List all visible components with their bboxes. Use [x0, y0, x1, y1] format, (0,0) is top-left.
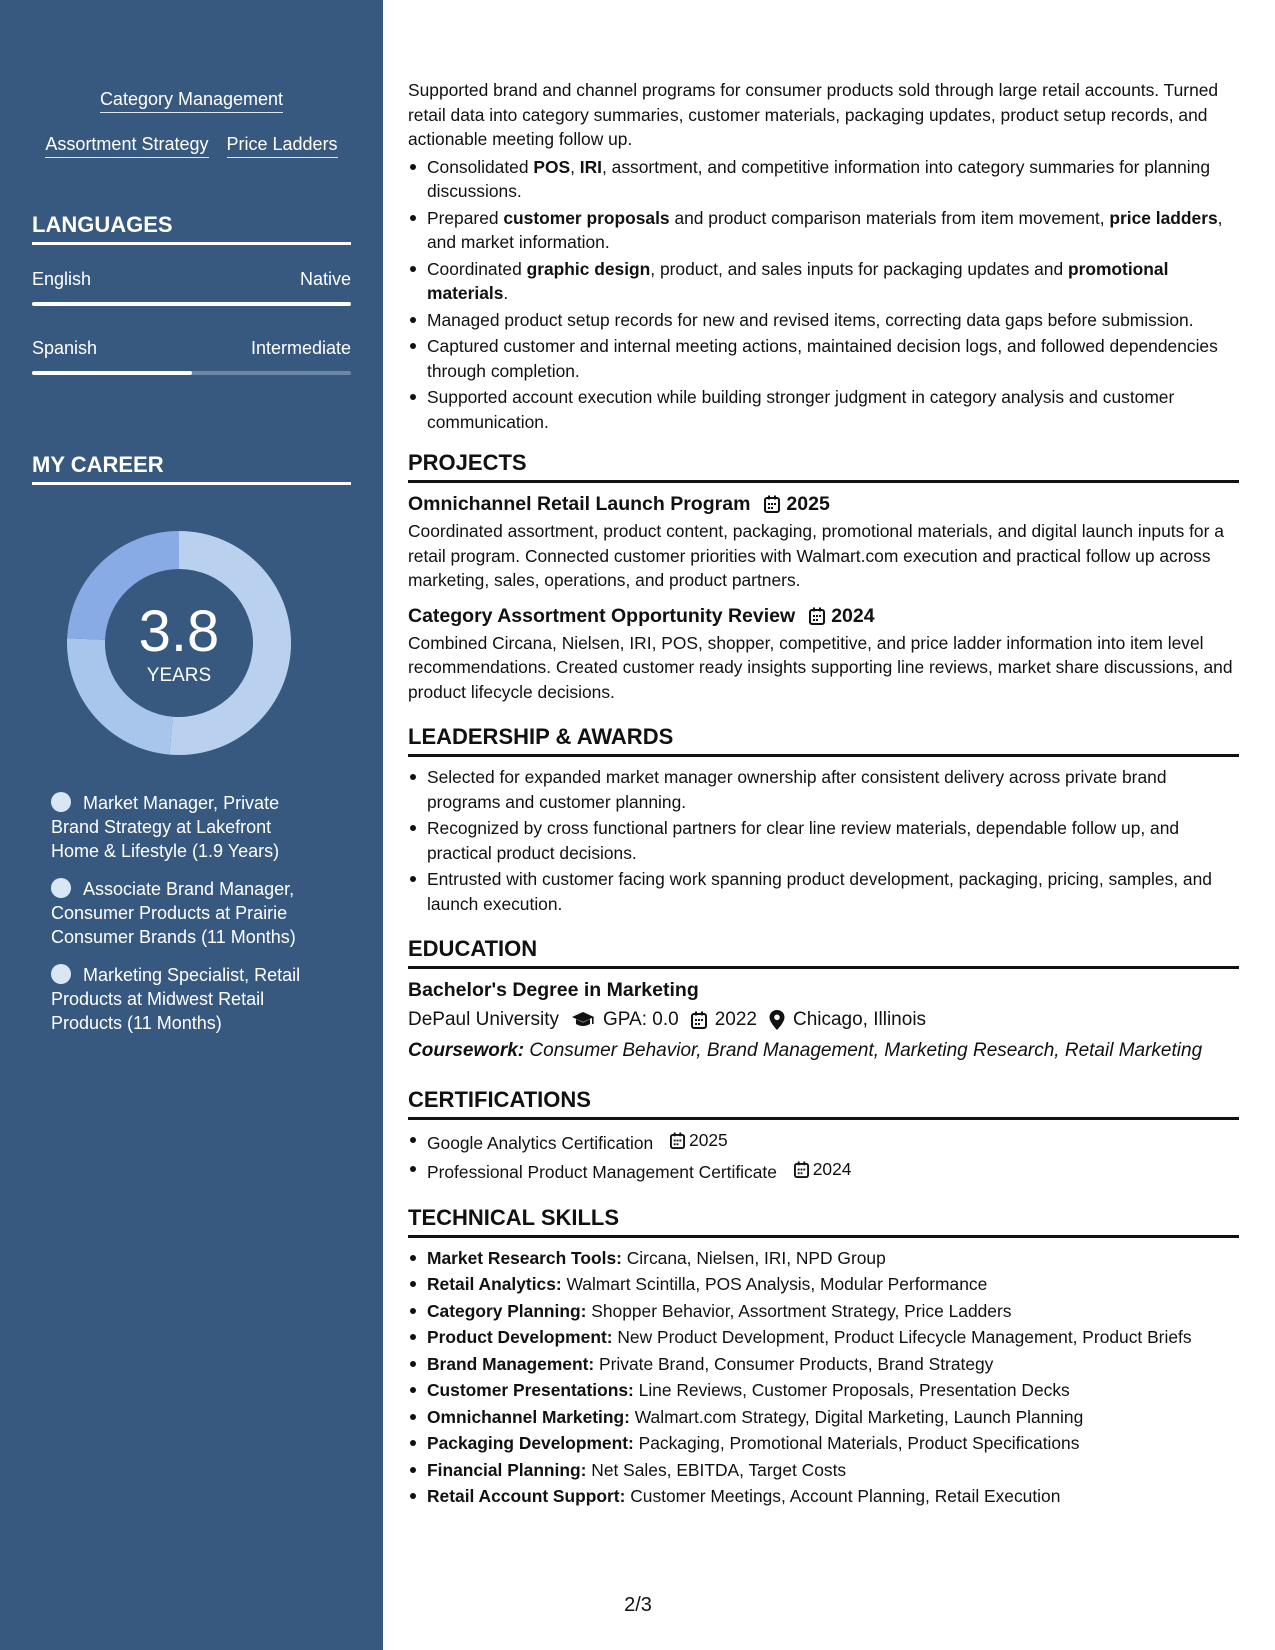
gpa: GPA: 0.0 — [603, 1009, 679, 1030]
experience-bullet: Captured customer and internal meeting actions, maintained decision logs, and followed dependencies through completion. — [408, 334, 1239, 383]
skill-tag: Assortment Strategy — [45, 133, 208, 158]
career-item-text: Marketing Specialist, Retail Products at Midwest Retail Products (11 Months) — [51, 965, 301, 1033]
career-years-label: YEARS — [146, 665, 212, 686]
career-dot-icon — [51, 878, 71, 898]
career-item — [51, 877, 321, 949]
page-indicator: 2/3 — [624, 1594, 652, 1616]
experience-bullet: Prepared customer proposals and product comparison materials from item movement, price ladders, and market information. — [408, 206, 1239, 255]
experience-bullet: Coordinated graphic design, product, and sales inputs for packaging updates and promotional materials. — [408, 257, 1239, 306]
career-dot-icon — [51, 792, 71, 812]
leadership-item: Recognized by cross functional partners for clear line review materials, dependable follow up, and practical product decisions. — [408, 816, 1239, 865]
skill-category: Product Development: — [427, 1327, 613, 1347]
skill-item — [408, 1458, 1239, 1483]
education-meta — [408, 1007, 1239, 1033]
school-name: DePaul University — [408, 1009, 559, 1030]
calendar-icon — [691, 1011, 707, 1029]
coursework — [408, 1039, 1239, 1063]
skill-values: New Product Development, Product Lifecycle Management, Product Briefs — [612, 1327, 1192, 1347]
career-dot-icon — [51, 964, 71, 984]
leadership-list — [408, 765, 1239, 916]
leadership-item: Selected for expanded market manager ownership after consistent delivery across private brand programs and customer planning. — [408, 765, 1239, 814]
skills-list — [408, 1246, 1239, 1509]
sidebar — [0, 0, 383, 1650]
skill-tag: Price Ladders — [227, 133, 338, 158]
skill-values: Walmart.com Strategy, Digital Marketing, Launch Planning — [629, 1406, 1084, 1427]
skill-category: Financial Planning: — [427, 1459, 587, 1480]
certification-item — [408, 1157, 1239, 1184]
language-level: Intermediate — [250, 338, 351, 358]
coursework-label: Coursework: — [408, 1040, 525, 1061]
language-bar-fill — [32, 371, 192, 375]
skills-heading: TECHNICAL SKILLS — [408, 1205, 1239, 1238]
career-years-value: 3.8 — [138, 599, 220, 664]
skill-category: Market Research Tools: — [427, 1247, 622, 1268]
graduation-cap-icon — [571, 1011, 595, 1029]
project-item — [408, 491, 1239, 593]
calendar-icon — [764, 495, 780, 513]
career-item-text: Associate Brand Manager, Consumer Products at Prairie Consumer Brands (11 Months) — [51, 879, 296, 947]
experience-bullet: Consolidated POS, IRI, assortment, and competitive information into category summaries for planning discussions. — [408, 155, 1239, 204]
location-pin-icon — [769, 1010, 785, 1030]
skill-values: Line Reviews, Customer Proposals, Presentation Decks — [633, 1380, 1070, 1400]
coursework-list: Consumer Behavior, Brand Management, Marketing Research, Retail Marketing — [529, 1040, 1203, 1061]
leadership-heading: LEADERSHIP & AWARDS — [408, 724, 1239, 757]
skill-item — [408, 1246, 1239, 1271]
project-item — [408, 603, 1239, 705]
languages-heading: LANGUAGES — [32, 212, 351, 245]
skill-tags-row-1 — [0, 88, 383, 113]
language-spanish — [32, 337, 351, 375]
education-heading: EDUCATION — [408, 936, 1239, 969]
skill-item — [408, 1299, 1239, 1324]
skill-item — [408, 1431, 1239, 1456]
career-item-text: Market Manager, Private Brand Strategy at Lakefront Home & Lifestyle (1.9 Years) — [51, 793, 280, 861]
certification-name: Google Analytics Certification — [427, 1132, 654, 1153]
skill-item — [408, 1272, 1239, 1297]
career-item — [51, 963, 321, 1035]
leadership-item: Entrusted with customer facing work spanning product development, packaging, pricing, samples, and launch execution. — [408, 867, 1239, 916]
skill-category: Packaging Development: — [427, 1433, 634, 1453]
language-name: English — [32, 269, 92, 289]
skill-tags-row-2 — [0, 133, 383, 158]
certifications-list — [408, 1128, 1239, 1185]
skill-values: Shopper Behavior, Assortment Strategy, Price Ladders — [586, 1300, 1012, 1321]
skill-category: Retail Account Support: — [427, 1486, 626, 1506]
skill-category: Customer Presentations: — [427, 1380, 634, 1400]
certification-name: Professional Product Management Certificate — [427, 1162, 777, 1182]
certification-item — [408, 1128, 1239, 1155]
skill-category: Omnichannel Marketing: — [427, 1406, 630, 1427]
experience-bullets — [408, 155, 1239, 435]
school-location: Chicago, Illinois — [792, 1009, 927, 1030]
language-bar-fill — [32, 302, 351, 306]
skill-category: Retail Analytics: — [427, 1274, 562, 1294]
skill-item — [408, 1484, 1239, 1509]
language-level: Native — [299, 269, 351, 289]
language-name: Spanish — [32, 338, 98, 358]
projects-heading: PROJECTS — [408, 450, 1239, 483]
project-description: Combined Circana, Nielsen, IRI, POS, shopper, competitive, and price ladder information into item level recommendations. Created customer ready insights supporting line reviews, market share discussions, and product lifecycle decisions. — [408, 632, 1233, 702]
experience-bullet: Supported account execution while building stronger judgment in category analysis and customer communication. — [408, 385, 1239, 434]
skill-values: Walmart Scintilla, POS Analysis, Modular Performance — [561, 1274, 988, 1294]
skill-item — [408, 1325, 1239, 1350]
project-title: Omnichannel Retail Launch Program — [408, 493, 751, 515]
main-content — [408, 78, 1239, 1511]
skill-item — [408, 1378, 1239, 1403]
skill-item — [408, 1352, 1239, 1377]
project-title-row — [408, 491, 1239, 517]
project-year: 2025 — [786, 493, 830, 515]
skill-values: Private Brand, Consumer Products, Brand Strategy — [594, 1353, 994, 1374]
certifications-heading: CERTIFICATIONS — [408, 1087, 1239, 1120]
experience-bullet: Managed product setup records for new and revised items, correcting data gaps before submission. — [408, 308, 1239, 333]
calendar-icon — [670, 1132, 685, 1149]
calendar-icon — [794, 1161, 809, 1178]
language-english — [32, 268, 351, 306]
career-item — [51, 791, 321, 863]
skill-values: Circana, Nielsen, IRI, NPD Group — [621, 1247, 886, 1268]
language-bar — [32, 371, 351, 375]
degree-title: Bachelor's Degree in Marketing — [408, 979, 699, 1001]
project-year: 2024 — [831, 604, 875, 627]
certification-year: 2024 — [812, 1159, 852, 1180]
project-title-row — [408, 603, 1239, 629]
experience-summary: Supported brand and channel programs for consumer products sold through large retail accounts. Turned retail data into category summaries, customer materials, packaging updates, product setup records, and actionable meeting follow up. — [408, 80, 1219, 149]
career-heading: MY CAREER — [32, 452, 351, 485]
language-bar — [32, 302, 351, 306]
skill-category: Brand Management: — [427, 1353, 595, 1374]
project-description: Coordinated assortment, product content, packaging, promotional materials, and digital launch inputs for a retail program. Connected customer priorities with Walmart.com execution and practical follow up across marketing, sales, operations, and product partners. — [408, 521, 1224, 590]
skill-tag: Category Management — [100, 88, 283, 113]
skill-values: Packaging, Promotional Materials, Product Specifications — [633, 1433, 1080, 1453]
skill-item — [408, 1405, 1239, 1430]
graduation-year: 2022 — [714, 1009, 757, 1030]
skill-values: Net Sales, EBITDA, Target Costs — [586, 1459, 847, 1480]
skill-values: Customer Meetings, Account Planning, Retail Execution — [625, 1486, 1061, 1506]
project-title: Category Assortment Opportunity Review — [408, 604, 796, 627]
certification-year: 2025 — [689, 1130, 728, 1150]
calendar-icon — [809, 607, 825, 625]
skill-category: Category Planning: — [427, 1300, 587, 1321]
